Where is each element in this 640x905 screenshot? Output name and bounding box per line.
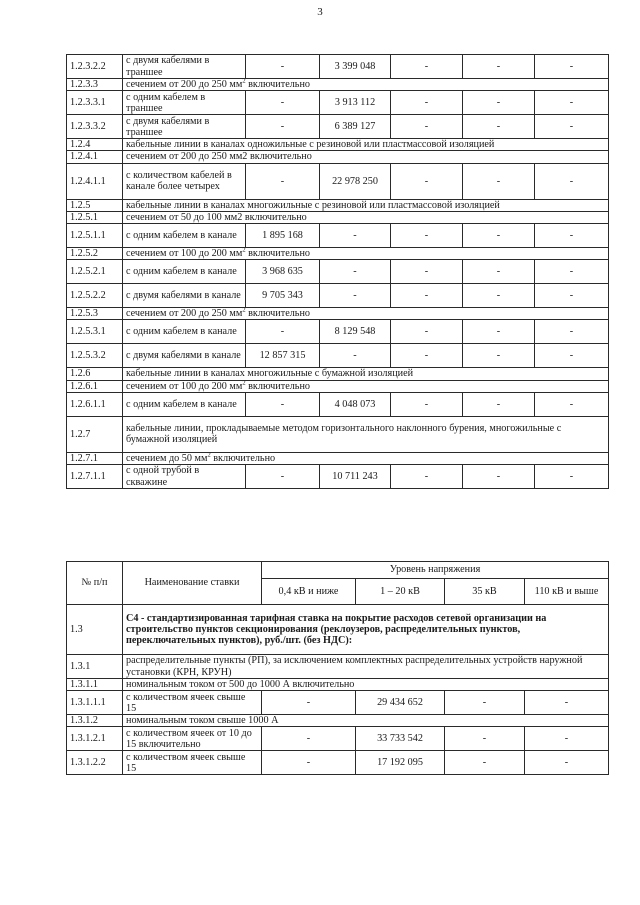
row-value: -: [391, 163, 463, 199]
row-name: с одним кабелем в канале: [123, 224, 246, 248]
row-value: -: [391, 224, 463, 248]
row-name: с одним кабелем в траншее: [123, 91, 246, 115]
row-value: -: [262, 727, 356, 751]
row-name: с количеством ячеек свыше 15: [123, 691, 262, 715]
row-value: -: [320, 284, 391, 308]
row-value: -: [445, 691, 525, 715]
section-label-sup: 2: [242, 247, 246, 254]
row-value: -: [535, 284, 609, 308]
row-value: -: [535, 465, 609, 489]
section-label-text: сечением от 50 до 100 мм2 включительно: [126, 211, 307, 223]
section-label-text: сечением до 50 мм: [126, 452, 208, 464]
section-label-suffix: включительно: [245, 248, 310, 260]
row-value: 6 389 127: [320, 115, 391, 139]
row-number: 1.2.6.1: [67, 380, 123, 392]
row-number: 1.2.3.3.1: [67, 91, 123, 115]
section-label-suffix: включительно: [210, 452, 276, 464]
section-label-suffix: включительно: [245, 308, 310, 320]
row-value: -: [463, 260, 535, 284]
row-value: -: [535, 224, 609, 248]
section-label-text: распределительные пункты (РП), за исключением комплектных распределительных устройств наружной установки (КРН, КРУН): [126, 655, 583, 678]
section-label: [123, 679, 609, 691]
table-row: [67, 260, 609, 284]
row-number: 1.2.7.1: [67, 452, 123, 464]
row-number: 1.2.6.1.1: [67, 392, 123, 416]
row-value: 3 399 048: [320, 55, 391, 79]
row-number: 1.3.1.2: [67, 715, 123, 727]
row-value: -: [463, 163, 535, 199]
row-value: -: [463, 392, 535, 416]
section-label: [123, 452, 609, 464]
row-value: -: [463, 224, 535, 248]
row-value: 1 895 168: [246, 224, 320, 248]
row-value: -: [463, 320, 535, 344]
row-name: с количеством кабелей в канале более четырех: [123, 163, 246, 199]
table-row: [67, 380, 609, 392]
row-value: -: [535, 163, 609, 199]
section-label-text: сечением от 100 до 200 мм: [126, 380, 243, 392]
section-label-text: сечением от 200 до 250 мм: [126, 308, 243, 320]
row-value: 33 733 542: [356, 727, 445, 751]
table-row: [67, 115, 609, 139]
row-value: -: [463, 344, 535, 368]
table-row: [67, 344, 609, 368]
row-value: -: [246, 163, 320, 199]
row-number: 1.2.7.1.1: [67, 465, 123, 489]
row-value: -: [391, 392, 463, 416]
section-label-text: кабельные линии в каналах многожильные с резиновой или пластмассовой изоляцией: [126, 199, 500, 211]
table-row: [67, 679, 609, 691]
section-label-text: кабельные линии, прокладываемые методом горизонтального наклонного бурения, многожильные с бумажной изоляцией: [126, 423, 562, 446]
row-value: -: [535, 344, 609, 368]
row-number: 1.3.1.2.2: [67, 751, 123, 775]
row-value: -: [445, 751, 525, 775]
table-row: [67, 284, 609, 308]
tariff-table-sectioning-points: [66, 561, 609, 775]
tariff-table-cable-lines: [66, 54, 609, 489]
table-row: [67, 320, 609, 344]
row-value: 8 129 548: [320, 320, 391, 344]
row-value: 4 048 073: [320, 392, 391, 416]
section-label: [123, 151, 609, 163]
row-value: -: [535, 115, 609, 139]
header-number: № п/п: [67, 562, 123, 605]
row-value: -: [463, 91, 535, 115]
row-value: -: [535, 320, 609, 344]
section-label-text: номинальным током свыше 1000 А: [126, 715, 279, 727]
row-value: -: [463, 465, 535, 489]
row-number: 1.2.5.2.1: [67, 260, 123, 284]
section-label-text: сечением от 200 до 250 мм: [126, 79, 243, 90]
row-name: с количеством ячеек от 10 до 15 включительно: [123, 727, 262, 751]
row-number: 1.2.3.2.2: [67, 55, 123, 79]
table-row: [67, 751, 609, 775]
table-row: [67, 368, 609, 380]
row-value: -: [391, 465, 463, 489]
row-value: 10 711 243: [320, 465, 391, 489]
row-value: -: [320, 224, 391, 248]
row-value: 9 705 343: [246, 284, 320, 308]
section-label-text: сечением от 200 до 250 мм2 включительно: [126, 151, 312, 163]
section-label-suffix: включительно: [245, 79, 310, 90]
row-name: с одной трубой в скважине: [123, 465, 246, 489]
row-number: 1.2.6: [67, 368, 123, 380]
section-label-sup: 2: [242, 78, 246, 85]
section-label-text: номинальным током от 500 до 1000 А включительно: [126, 679, 355, 690]
table-row: [67, 465, 609, 489]
row-value: 3 968 635: [246, 260, 320, 284]
section-label: [123, 715, 609, 727]
table-row: [67, 392, 609, 416]
row-value: 22 978 250: [320, 163, 391, 199]
row-value: -: [391, 91, 463, 115]
row-name: с двумя кабелями в канале: [123, 284, 246, 308]
table-row: [67, 224, 609, 248]
row-value: -: [535, 392, 609, 416]
row-value: -: [320, 260, 391, 284]
row-value: -: [246, 392, 320, 416]
header-level-1-20kv: 1 – 20 кВ: [356, 579, 445, 605]
row-value: -: [391, 115, 463, 139]
section-label-text: сечением от 100 до 200 мм: [126, 248, 243, 260]
table-row: [67, 151, 609, 163]
table-row: [67, 199, 609, 211]
table-row: [67, 91, 609, 115]
row-number: 1.2.4: [67, 139, 123, 151]
section-label-sup: 2: [242, 380, 246, 387]
table-row: [67, 691, 609, 715]
table-row: [67, 452, 609, 464]
section-heading: С4 - стандартизированная тарифная ставка на покрытие расходов сетевой организации на строительство пунктов секционирования (реклоузеров, распределительных пунктов, переключательных пунктов), руб./шт. (без НДС):: [123, 605, 609, 655]
section-label: [123, 199, 609, 211]
section-label: [123, 211, 609, 223]
row-value: -: [445, 727, 525, 751]
row-number: 1.2.5.3.1: [67, 320, 123, 344]
row-name: с двумя кабелями в траншее: [123, 115, 246, 139]
table-row: [67, 139, 609, 151]
table-row: [67, 715, 609, 727]
row-value: -: [463, 55, 535, 79]
row-value: 17 192 095: [356, 751, 445, 775]
row-value: 29 434 652: [356, 691, 445, 715]
table-row: [67, 416, 609, 452]
section-label: [123, 248, 609, 260]
header-rate-name: Наименование ставки: [123, 562, 262, 605]
page-number: 3: [317, 6, 323, 18]
section-label: [123, 368, 609, 380]
row-number: 1.3.1.1: [67, 679, 123, 691]
section-label-sup: 2: [207, 452, 211, 459]
row-name: с одним кабелем в канале: [123, 392, 246, 416]
row-value: -: [246, 91, 320, 115]
row-value: -: [463, 115, 535, 139]
section-label: [123, 380, 609, 392]
section-label-sup: 2: [242, 307, 246, 314]
row-number: 1.2.3.3.2: [67, 115, 123, 139]
row-number: 1.3: [67, 605, 123, 655]
table-row: [67, 163, 609, 199]
row-value: -: [262, 691, 356, 715]
row-number: 1.2.4.1: [67, 151, 123, 163]
row-number: 1.2.5.3.2: [67, 344, 123, 368]
row-number: 1.2.5.2: [67, 248, 123, 260]
row-number: 1.2.5.1.1: [67, 224, 123, 248]
row-value: -: [525, 751, 609, 775]
row-number: 1.3.1.1.1: [67, 691, 123, 715]
section-label: [123, 416, 609, 452]
row-value: -: [525, 727, 609, 751]
row-value: -: [391, 284, 463, 308]
row-value: -: [391, 320, 463, 344]
row-value: -: [535, 260, 609, 284]
row-value: -: [391, 260, 463, 284]
row-value: -: [391, 55, 463, 79]
section-label-text: кабельные линии в каналах многожильные с бумажной изоляцией: [126, 368, 414, 380]
row-number: 1.3.1: [67, 655, 123, 679]
row-number: 1.2.5.3: [67, 308, 123, 320]
row-value: -: [535, 55, 609, 79]
table-row: [67, 248, 609, 260]
row-value: -: [246, 320, 320, 344]
row-value: -: [525, 691, 609, 715]
table-row: [67, 79, 609, 91]
row-value: -: [391, 344, 463, 368]
table-row: [67, 727, 609, 751]
table-row: [67, 605, 609, 655]
row-value: -: [246, 115, 320, 139]
row-number: 1.3.1.2.1: [67, 727, 123, 751]
row-number: 1.2.4.1.1: [67, 163, 123, 199]
table-row: [67, 655, 609, 679]
section-label: [123, 655, 609, 679]
table-row: [67, 211, 609, 223]
header-level-35kv: 35 кВ: [445, 579, 525, 605]
row-value: -: [246, 465, 320, 489]
section-label: [123, 308, 609, 320]
header-level-110kv: 110 кВ и выше: [525, 579, 609, 605]
table-row: [67, 55, 609, 79]
row-value: -: [262, 751, 356, 775]
row-value: -: [246, 55, 320, 79]
row-name: с количеством ячеек свыше 15: [123, 751, 262, 775]
row-name: с двумя кабелями в канале: [123, 344, 246, 368]
section-label-text: кабельные линии в каналах одножильные с резиновой или пластмассовой изоляцией: [126, 139, 495, 151]
row-value: 3 913 112: [320, 91, 391, 115]
row-number: 1.2.5.1: [67, 211, 123, 223]
section-label: [123, 139, 609, 151]
row-value: 12 857 315: [246, 344, 320, 368]
row-value: -: [320, 344, 391, 368]
row-number: 1.2.3.3: [67, 79, 123, 91]
row-number: 1.2.7: [67, 416, 123, 452]
row-value: -: [463, 284, 535, 308]
row-name: с двумя кабелями в траншее: [123, 55, 246, 79]
section-label-suffix: включительно: [245, 380, 310, 392]
header-voltage-level: Уровень напряжения: [262, 562, 609, 579]
table-row: [67, 308, 609, 320]
row-name: с одним кабелем в канале: [123, 320, 246, 344]
row-number: 1.2.5.2.2: [67, 284, 123, 308]
row-name: с одним кабелем в канале: [123, 260, 246, 284]
row-number: 1.2.5: [67, 199, 123, 211]
row-value: -: [535, 91, 609, 115]
header-level-04kv: 0,4 кВ и ниже: [262, 579, 356, 605]
section-label: [123, 79, 609, 91]
